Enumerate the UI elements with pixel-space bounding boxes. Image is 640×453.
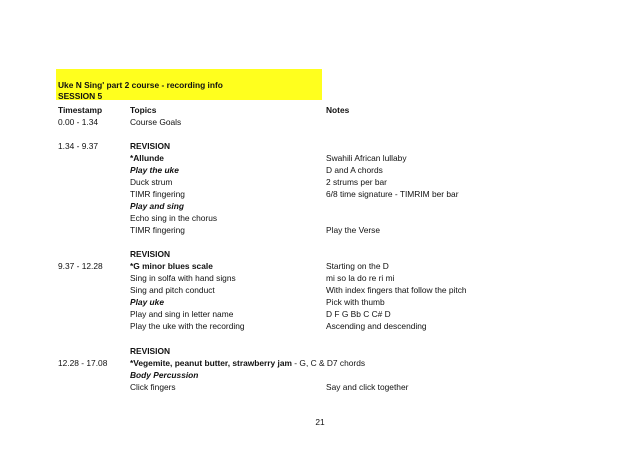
column-header-row [0,104,640,116]
table-row [0,369,640,381]
topic-text: Sing and pitch conduct [130,285,215,295]
topic-text: TIMR fingering [130,189,185,199]
note-cell: Ascending and descending [326,321,427,331]
table-row [0,212,640,224]
topic-text: REVISION [130,346,171,356]
topic-text: *G minor blues scale [130,261,213,271]
note-cell: 2 strums per bar [326,177,387,187]
table-row [0,320,640,332]
topic-text: Sing in solfa with hand signs [130,273,236,283]
topic-cell [130,176,172,188]
topic-cell [130,357,365,369]
table-row [0,345,640,357]
topic-text: *Allunde [130,153,164,163]
note-cell: 6/8 time signature - TIMRIM ber bar [326,189,459,199]
table-row [0,200,640,212]
course-title: Uke N Sing' part 2 course - recording info [58,80,223,90]
page-number: 21 [315,417,325,427]
topic-text: Click fingers [130,382,176,392]
note-cell: D and A chords [326,165,383,175]
session-label: SESSION 5 [58,91,103,101]
table-row [0,357,640,369]
table-row [0,164,640,176]
topic-cell [130,188,185,200]
table-row [0,116,640,128]
timestamp-cell: 9.37 - 12.28 [58,261,103,271]
table-row [0,176,640,188]
note-cell: Say and click together [326,382,409,392]
topic-cell [130,164,179,176]
topic-text: TIMR fingering [130,225,185,235]
table-row [0,140,640,152]
topic-text: Play the uke with the recording [130,321,245,331]
topic-cell [130,272,236,284]
table-row [0,308,640,320]
notes-header: Notes [326,105,350,115]
topic-text: *Vegemite, peanut butter, strawberry jam [130,358,292,368]
topic-suffix: - G, C & D7 chords [291,358,366,368]
timestamp-cell: 12.28 - 17.08 [58,358,108,368]
topic-text: Play and sing in letter name [130,309,234,319]
topic-cell [130,345,170,357]
table-row [0,188,640,200]
topic-cell [130,140,170,152]
topic-cell [130,116,181,128]
note-cell: D F G Bb C C# D [326,309,391,319]
topic-cell [130,212,217,224]
table-row [0,296,640,308]
timestamp-cell: 1.34 - 9.37 [58,141,99,151]
topic-text: REVISION [130,141,171,151]
timestamp-cell: 0.00 - 1.34 [58,117,99,127]
table-row [0,224,640,236]
table-row [0,152,640,164]
topic-cell [130,200,184,212]
note-cell: Swahili African lullaby [326,153,407,163]
topic-text: Play and sing [130,201,184,211]
session-header-highlight [56,69,322,100]
topic-cell [130,308,233,320]
topic-text: Play the uke [130,165,179,175]
timestamp-header: Timestamp [58,105,103,115]
note-cell: Starting on the D [326,261,389,271]
topic-cell [130,152,164,164]
topic-cell [130,369,198,381]
topic-text: Echo sing in the chorus [130,213,218,223]
note-cell: With index fingers that follow the pitch [326,285,467,295]
table-row [0,260,640,272]
table-row [0,381,640,393]
topic-cell [130,260,213,272]
table-row [0,248,640,260]
topic-text: Duck strum [130,177,173,187]
topic-cell [130,381,176,393]
topic-text: REVISION [130,249,171,259]
topics-header: Topics [130,105,157,115]
note-cell: mi so la do re ri mi [326,273,395,283]
topic-cell [130,320,245,332]
topic-text: Course Goals [130,117,182,127]
topic-text: Play uke [130,297,164,307]
topic-cell [130,224,185,236]
topic-cell [130,284,215,296]
table-row [0,284,640,296]
table-row [0,272,640,284]
note-cell: Pick with thumb [326,297,385,307]
note-cell: Play the Verse [326,225,381,235]
topic-cell [130,296,164,308]
topic-text: Body Percussion [130,370,199,380]
topic-cell [130,248,170,260]
